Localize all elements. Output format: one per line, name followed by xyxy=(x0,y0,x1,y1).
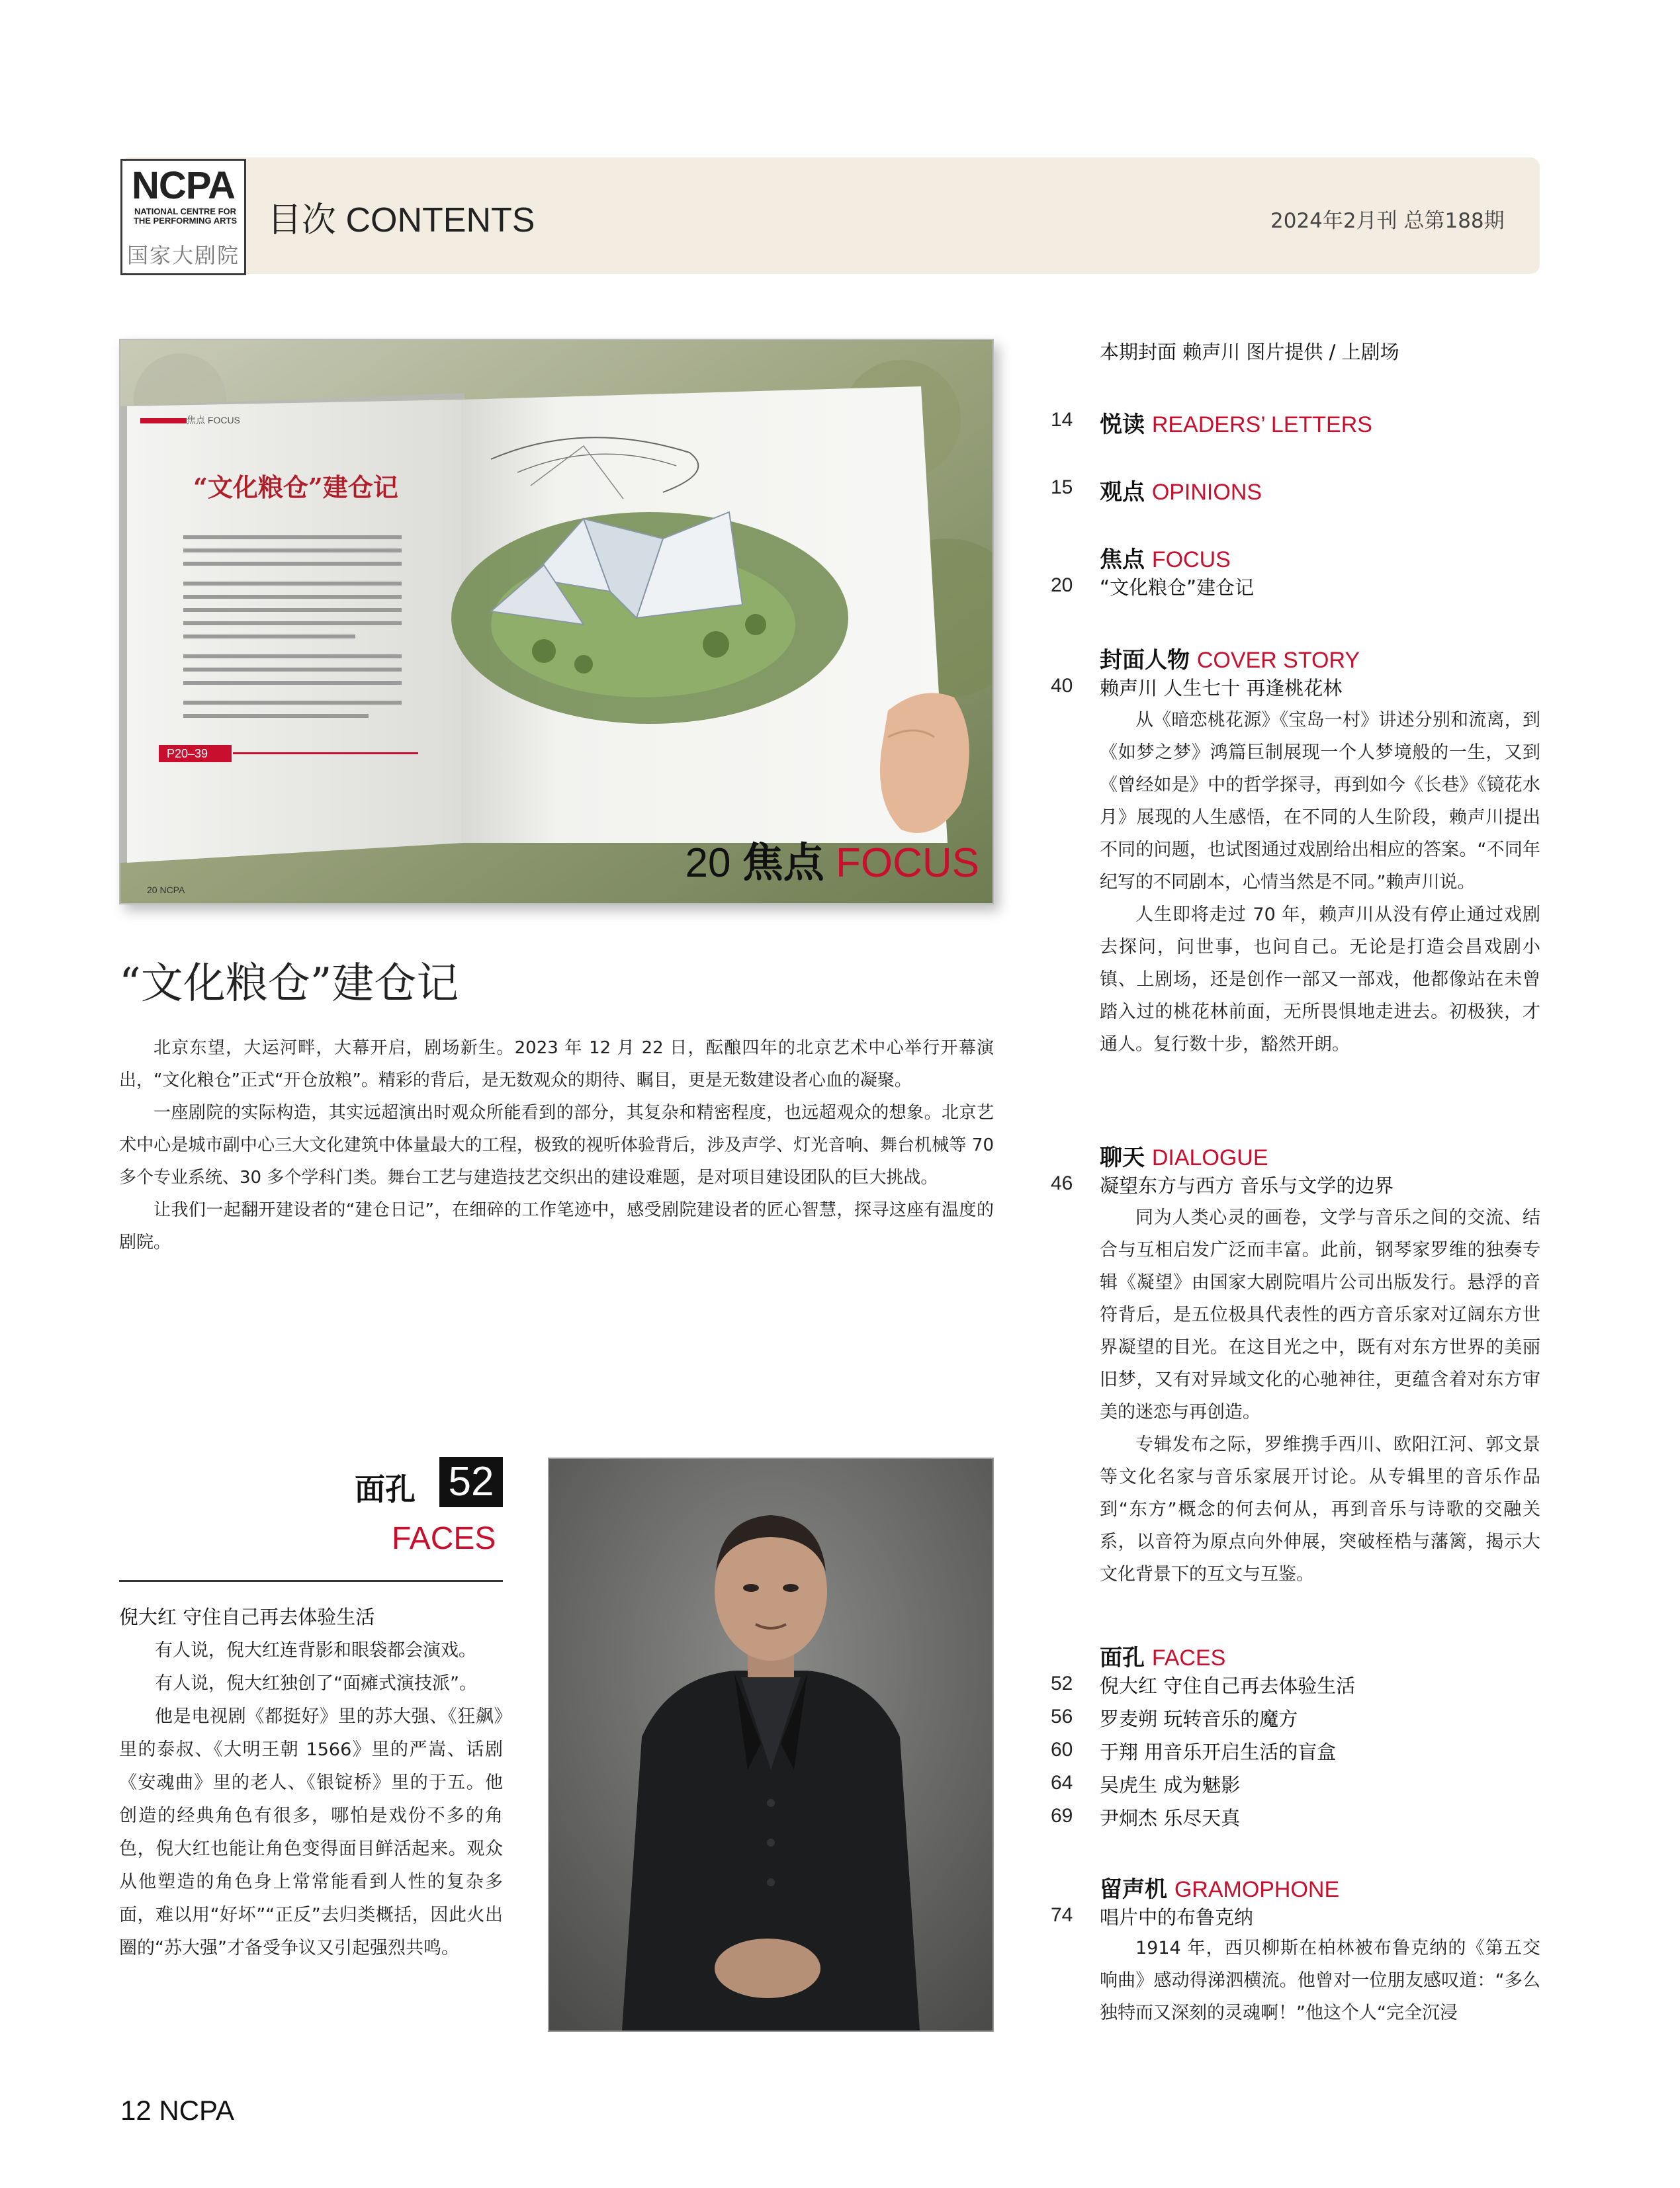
faces-item[interactable]: 于翔 用音乐开启生活的盲盒 xyxy=(1100,1741,1337,1763)
faces-body xyxy=(119,1634,503,1965)
cover-story-paragraph: 人生即将走过 70 年，赖声川从没有停止通过戏剧去探问，问世事，也问自己。无论是打造会昌戏剧小镇、上剧场，还是创作一部又一部戏，他都像站在未曾踏入过的桃花林前面，无所畏惧地走进去。初极狭，才通人。复行数十步，豁然开朗。 xyxy=(1100,904,1540,1055)
section-readers-en: READERS’ LETTERS xyxy=(1151,412,1372,437)
section-faces-cn: 面孔 xyxy=(1100,1645,1145,1671)
logo-subtitle: NATIONAL CENTRE FOR THE PERFORMING ARTS xyxy=(133,206,238,226)
section-gramophone-en: GRAMOPHONE xyxy=(1174,1877,1340,1902)
faces-item-number: 64 xyxy=(1051,1772,1073,1794)
portrait-photo[interactable] xyxy=(548,1458,994,2032)
focus-caption xyxy=(685,830,979,889)
page-title: 目次 CONTENTS xyxy=(267,201,535,240)
dialogue-paragraph: 专辑发布之际，罗维携手西川、欧阳江河、郭文景等文化名家与音乐家展开讨论。从专辑里的音乐作品到“东方”概念的何去何从，再到音乐与诗歌的交融关系，以音符为原点向外伸展，突破桎梏与藩篱，揭示大文化背景下的互文与互鉴。 xyxy=(1100,1434,1540,1585)
faces-item[interactable]: 罗麦朔 玩转音乐的魔方 xyxy=(1100,1708,1298,1730)
cover-story-page-number: 40 xyxy=(1051,675,1073,697)
book-left-title: “文化粮仓”建仓记 xyxy=(193,472,398,502)
faces-item-number: 56 xyxy=(1051,1706,1073,1728)
ncpa-logo[interactable] xyxy=(120,159,246,275)
section-faces[interactable] xyxy=(1100,1640,1225,1672)
faces-subtitle: 倪大红 守住自己再去体验生活 xyxy=(119,1606,375,1628)
section-gramophone-cn: 留声机 xyxy=(1100,1876,1167,1903)
faces-paragraph: 有人说，倪大红独创了“面瘫式演技派”。 xyxy=(155,1673,477,1694)
faces-item-number: 52 xyxy=(1051,1673,1073,1694)
section-dialogue-cn: 聊天 xyxy=(1100,1145,1145,1171)
focus-feature-image[interactable] xyxy=(119,339,994,904)
divider xyxy=(119,1580,503,1582)
faces-item-number: 69 xyxy=(1051,1805,1073,1827)
page-footer xyxy=(120,2095,234,2126)
book-pages: P20–39 xyxy=(167,747,208,760)
dialogue-paragraph: 同为人类心灵的画卷，文学与音乐之间的交流、结合与互相启发广泛而丰富。此前，钢琴家罗维的独奏专辑《凝望》由国家大剧院唱片公司出版发行。悬浮的音符背后，是五位极具代表性的西方音乐家对辽阔东方世界凝望的目光。在这目光之中，既有对东方世界的美丽旧梦，又有对异域文化的心驰神往，更蕴含着对东方审美的迷恋与再创造。 xyxy=(1100,1207,1540,1422)
portrait-illustration xyxy=(549,1459,993,2031)
section-opinions[interactable] xyxy=(1100,474,1262,506)
section-opinions-en: OPINIONS xyxy=(1151,480,1262,505)
dialogue-entry[interactable]: 凝望东方与西方 音乐与文学的边界 xyxy=(1100,1174,1394,1197)
book-tag: 焦点 FOCUS xyxy=(187,415,240,425)
cover-story-entry[interactable]: 赖声川 人生七十 再逢桃花林 xyxy=(1100,677,1343,699)
cover-story-summary xyxy=(1100,704,1540,1061)
section-readers-letters[interactable] xyxy=(1100,406,1372,439)
article-title: “文化粮仓”建仓记 xyxy=(119,959,459,1008)
section-dialogue-en: DIALOGUE xyxy=(1151,1145,1268,1170)
faces-heading-cn: 面孔 xyxy=(355,1471,416,1507)
article-paragraph: 一座剧院的实际构造，其实远超演出时观众所能看到的部分，其复杂和精密程度，也远超观众的想象。北京艺术中心是城市副中心三大文化建筑中体量最大的工程，极致的视听体验背后，涉及声学、灯光音响、舞台机械等 70 多个专业系统、30 多个学科门类。舞台工艺与建造技艺交织出的建设难题，是对项目建设团队的巨大挑战。 xyxy=(119,1103,994,1188)
gramophone-paragraph: 1914 年，西贝柳斯在柏林被布鲁克纳的《第五交响曲》感动得涕泗横流。他曾对一位朋友感叹道：“多么独特而又深刻的灵魂啊！”他这个人“完全沉浸 xyxy=(1100,1938,1540,2023)
footer-brand: NCPA xyxy=(159,2095,234,2126)
faces-item-number: 60 xyxy=(1051,1739,1073,1761)
article-body xyxy=(119,1032,994,1259)
section-faces-en: FACES xyxy=(1151,1645,1226,1671)
focus-caption-number: 20 xyxy=(685,840,731,886)
faces-heading-en: FACES xyxy=(392,1521,496,1556)
issue-info: 2024年2月刊 总第188期 xyxy=(1270,209,1505,233)
cover-note: 本期封面 赖声川 图片提供 / 上剧场 xyxy=(1100,341,1399,363)
gramophone-page-number: 74 xyxy=(1051,1904,1073,1926)
section-focus-en: FOCUS xyxy=(1151,547,1231,572)
section-cover-story[interactable] xyxy=(1100,642,1360,674)
book-spread-illustration xyxy=(120,340,993,903)
faces-paragraph: 有人说，倪大红连背影和眼袋都会演戏。 xyxy=(155,1640,476,1661)
faces-paragraph: 他是电视剧《都挺好》里的苏大强、《狂飙》里的泰叔、《大明王朝 1566》里的严嵩、话剧《安魂曲》里的老人、《银锭桥》里的于五。他创造的经典角色有很多，哪怕是戏份不多的角色，倪大红也能让角色变得面目鲜活起来。观众从他塑造的角色身上常常能看到人性的复杂多面，难以用“好坏”“正反”去归类概括，因此火出圈的“苏大强”才备受争议又引起强烈共鸣。 xyxy=(119,1706,503,1958)
opinions-page-number: 15 xyxy=(1051,476,1073,498)
section-cover-story-en: COVER STORY xyxy=(1196,648,1360,673)
logo-wordmark: NCPA xyxy=(131,164,236,207)
section-readers-cn: 悦读 xyxy=(1100,412,1145,438)
section-dialogue[interactable] xyxy=(1100,1139,1268,1172)
footer-page-number: 12 xyxy=(120,2095,152,2126)
faces-item[interactable]: 尹炯杰 乐尽天真 xyxy=(1100,1807,1241,1829)
book-footer: 20 NCPA xyxy=(147,885,185,895)
faces-item[interactable]: 倪大红 守住自己再去体验生活 xyxy=(1100,1675,1356,1697)
faces-page-number: 52 xyxy=(439,1457,503,1507)
focus-caption-en: FOCUS xyxy=(836,840,979,886)
readers-page-number: 14 xyxy=(1051,409,1073,431)
section-gramophone[interactable] xyxy=(1100,1871,1339,1904)
focus-page-number: 20 xyxy=(1051,574,1073,596)
focus-entry[interactable]: “文化粮仓”建仓记 xyxy=(1100,576,1255,599)
focus-caption-cn: 焦点 xyxy=(742,840,824,886)
faces-item[interactable]: 吴虎生 成为魅影 xyxy=(1100,1774,1241,1796)
cover-story-paragraph: 从《暗恋桃花源》《宝岛一村》讲述分别和流离，到《如梦之梦》鸿篇巨制展现一个人梦境般的一生，又到《曾经如是》中的哲学探寻，再到如今《长巷》《镜花水月》展现的人生感悟，在不同的人生阶段，赖声川提出不同的问题，也试图通过戏剧给出相应的答案。“不同年纪写的不同剧本，心情当然是不同。”赖声川说。 xyxy=(1100,710,1540,893)
gramophone-summary xyxy=(1100,1932,1540,2029)
section-focus[interactable] xyxy=(1100,541,1231,574)
section-cover-story-cn: 封面人物 xyxy=(1100,647,1190,674)
gramophone-entry[interactable]: 唱片中的布鲁克纳 xyxy=(1100,1906,1254,1929)
section-opinions-cn: 观点 xyxy=(1100,479,1145,505)
article-paragraph: 北京东望，大运河畔，大幕开启，剧场新生。2023 年 12 月 22 日，酝酿四年的北京艺术中心举行开幕演出，“文化粮仓”正式“开仓放粮”。精彩的背后，是无数观众的期待、瞩目，更是无数建设者心血的凝聚。 xyxy=(119,1038,994,1090)
section-focus-cn: 焦点 xyxy=(1100,547,1145,573)
logo-chinese: 国家大剧院 xyxy=(126,243,240,268)
article-paragraph: 让我们一起翻开建设者的“建仓日记”，在细碎的工作笔迹中，感受剧院建设者的匠心智慧，探寻这座有温度的剧院。 xyxy=(119,1200,994,1252)
dialogue-summary xyxy=(1100,1202,1540,1591)
dialogue-page-number: 46 xyxy=(1051,1172,1073,1194)
